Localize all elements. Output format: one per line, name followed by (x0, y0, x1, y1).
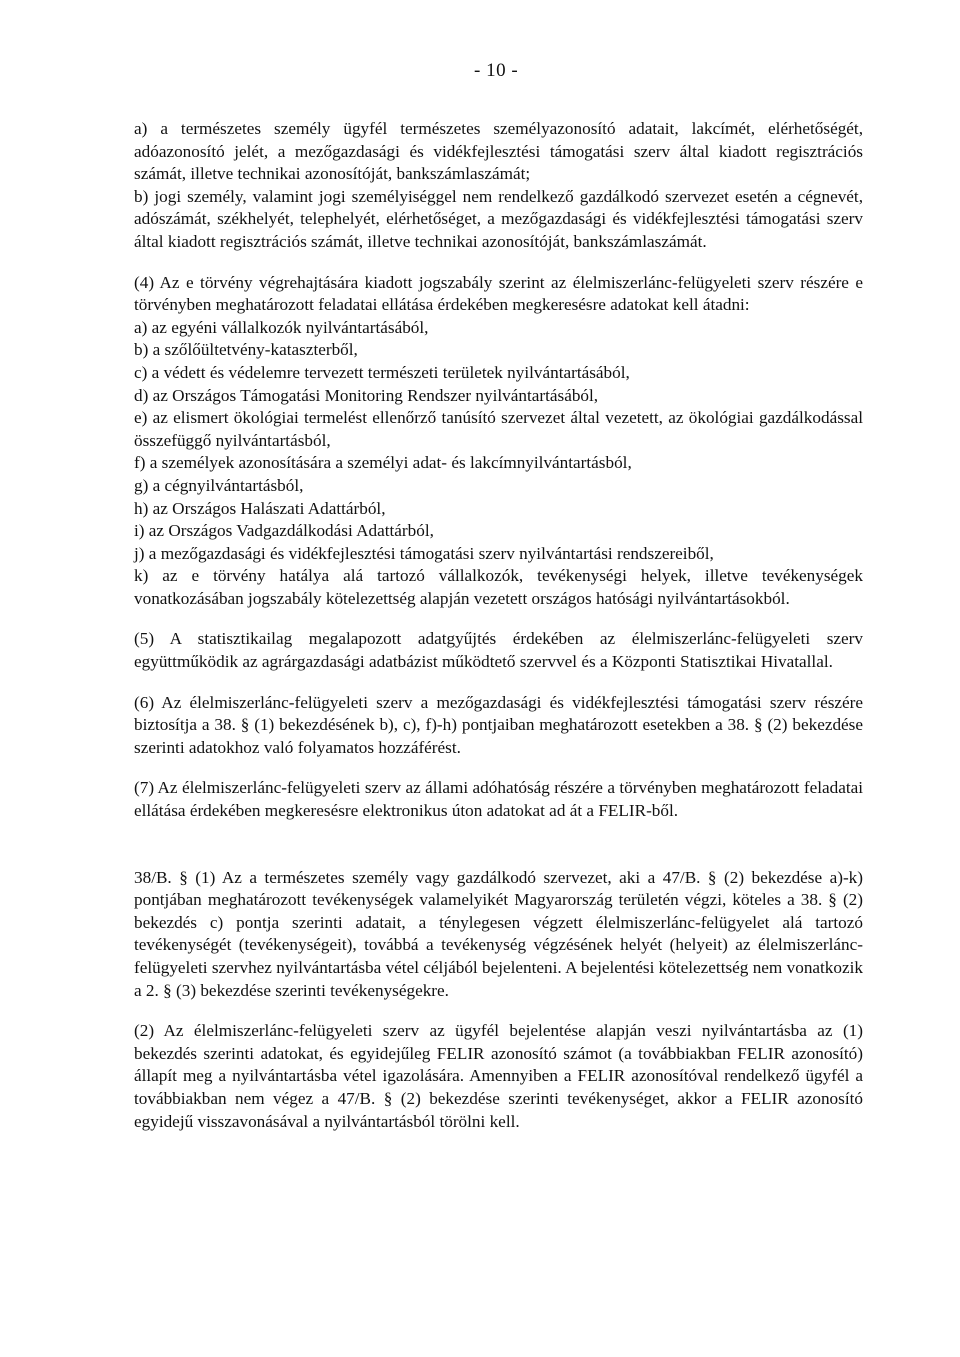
clause-a-natural-person: a) a természetes személy ügyfél természetes személyazonosító adatait, lakcímét, elérhetőségét, adóazonosító jelét, a mezőgazdasági és vidékfejlesztési támogatási szerv által kiadott regisztrációs számát, illetve technikai azonosítóját, bankszámlaszámát; (134, 119, 863, 184)
list-item: a) az egyéni vállalkozók nyilvántartásából, (134, 317, 429, 337)
list-item: b) a szőlőültetvény-kataszterből, (134, 340, 358, 360)
list-item: i) az Országos Vadgazdálkodási Adattárból, (134, 521, 434, 541)
paragraph-6: (6) Az élelmiszerlánc-felügyeleti szerv a mezőgazdasági és vidékfejlesztési támogatási szerv részére biztosítja a 38. § (1) bekezdésének b), c), f)-h) pontjaiban meghatározott esetekben a 38. § (2) bekezdése szerinti adatokhoz való folyamatos hozzáférést. (134, 692, 863, 757)
section-38b-paragraph-2: (2) Az élelmiszerlánc-felügyeleti szerv az ügyfél bejelentése alapján veszi nyilvántartásba az (1) bekezdés szerinti adatokat, és egyidejűleg FELIR azonosító számot (a továbbiakban FELIR azonosító) állapít meg a nyilvántartásba vétel igazolására. Amennyiben a FELIR azonosítóval rendelkező ügyfél a továbbiakban nem végez a 47/B. § (2) bekezdése szerinti tevékenységet, akkor a FELIR azonosító egyidejű visszavonásával a nyilvántartásból törölni kell. (134, 1021, 863, 1131)
list-item: k) az e törvény hatálya alá tartozó vállalkozók, tevékenységi helyek, illetve tevékenységek vonatkozásában jogszabály kötelezettség alapján vezetett országos hatósági nyilvántartásokból. (134, 566, 863, 608)
list-item: h) az Országos Halászati Adattárból, (134, 498, 386, 518)
list-item: j) a mezőgazdasági és vidékfejlesztési támogatási szerv nyilvántartási rendszereiből, (134, 543, 714, 563)
paragraph-4-intro: (4) Az e törvény végrehajtására kiadott jogszabály szerint az élelmiszerlánc-felügyeleti szerv részére e törvényben meghatározott feladatai ellátása érdekében megkeresésre adatokat kell átadni: (134, 272, 863, 315)
section-38b-paragraph-1: 38/B. § (1) Az a természetes személy vagy gazdálkodó szervezet, aki a 47/B. § (2) bekezdése a)-k) pontjában meghatározott tevékenységek valamelyikét Magyarország területén végzi, köteles a 38. § (2) bekezdés c) pontja szerinti adatait, a ténylegesen végzett élelmiszerlánc-felügyelet alá tartozó tevékenységét (tevékenységeit), továbbá a tevékenység végzésének helyét (helyeit) az élelmiszerlánc-felügyeleti szervhez nyilvántartásba vétel céljából bejelenteni. A bejelentési kötelezettség nem vonatkozik a 2. § (3) bekezdése szerinti tevékenységekre. (134, 867, 863, 1000)
list-item: e) az elismert ökológiai termelést ellenőrző tanúsító szervezet által vezetett, az ökológiai gazdálkodással összefüggő nyilvántartásból, (134, 408, 863, 450)
list-item: f) a személyek azonosítására a személyi adat- és lakcímnyilvántartásból, (134, 453, 632, 473)
paragraph-5: (5) A statisztikailag megalapozott adatgyűjtés érdekében az élelmiszerlánc-felügyeleti szerv együttműködik az agrárgazdasági adatbázist működtető szervvel és a Központi Statisztikai Hivatallal. (134, 629, 863, 672)
document-body (134, 118, 863, 1133)
list-item: g) a cégnyilvántartásból, (134, 475, 304, 495)
paragraph-7: (7) Az élelmiszerlánc-felügyeleti szerv az állami adóhatóság részére a törvényben meghatározott feladatai ellátása érdekében megkeresésre elektronikus úton adatokat ad át a FELIR-ből. (134, 778, 863, 821)
clause-b-legal-person: b) jogi személy, valamint jogi személyiséggel nem rendelkező gazdálkodó szervezet esetén a cégnevét, adószámát, székhelyét, telephelyét, elérhetőséget, a mezőgazdasági és vidékfejlesztési támogatási szerv által kiadott regisztrációs számát, illetve technikai azonosítóját, bankszámlaszámát. (134, 186, 863, 251)
list-item: d) az Országos Támogatási Monitoring Rendszer nyilvántartásából, (134, 385, 599, 405)
list-item: c) a védett és védelemre tervezett természeti területek nyilvántartásából, (134, 362, 630, 382)
page-number: - 10 - (474, 60, 519, 81)
